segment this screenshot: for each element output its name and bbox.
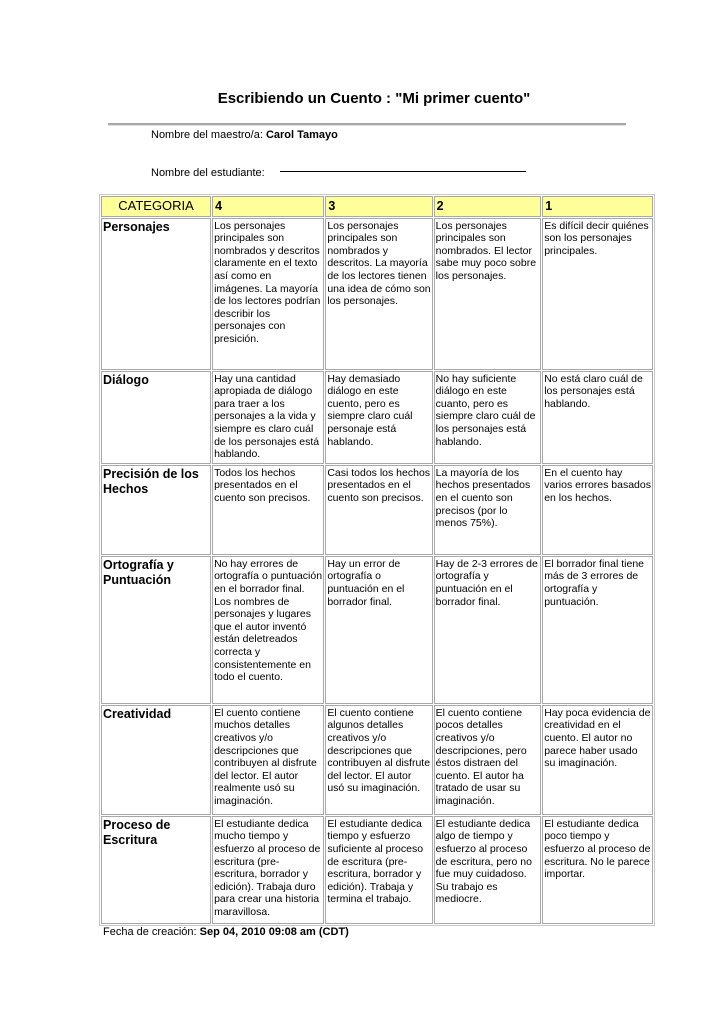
student-line [151, 167, 526, 179]
table-row [101, 816, 653, 924]
rubric-table [99, 194, 655, 926]
teacher-label: Nombre del maestro/a: [151, 129, 263, 141]
header-category: CATEGORIA [101, 196, 211, 217]
table-cell: El borrador final tiene más de 3 errores de ortografía y puntuación. [542, 556, 653, 704]
table-cell: El cuento contiene algunos detalles creativos y/o descripciones que contribuyen al disfrute del lector. El autor usó su imaginación. [325, 705, 432, 815]
table-row [101, 465, 653, 555]
teacher-name: Carol Tamayo [265, 129, 338, 141]
table-cell: El estudiante dedica tiempo y esfuerzo suficiente al proceso de escritura (pre-escritura, borrador y edición). Trabaja y termina el trabajo. [325, 816, 432, 924]
table-cell: Hay de 2-3 errores de ortografía y puntuación en el borrador final. [434, 556, 542, 704]
header-score-3: 3 [325, 196, 432, 217]
table-row [101, 371, 653, 464]
table-cell: Hay poca evidencia de creatividad en el cuento. El autor no parece haber usado su imaginación. [542, 705, 653, 815]
row-category: Proceso de Escritura [101, 816, 211, 924]
table-cell: No está claro cuál de los personajes está hablando. [542, 371, 653, 464]
table-row [101, 705, 653, 815]
table-cell: No hay suficiente diálogo en este cuanto, pero es siempre claro cuál de los personajes está hablando. [434, 371, 542, 464]
table-cell: La mayoría de los hechos presentados en el cuento son precisos (por lo menos 75%). [434, 465, 542, 555]
table-cell: En el cuento hay varios errores basados en los hechos. [542, 465, 653, 555]
table-cell: Todos los hechos presentados en el cuento son precisos. [212, 465, 324, 555]
table-cell: El cuento contiene muchos detalles creativos y/o descripciones que contribuyen al disfrute del lector. El autor realmente usó su imaginación. [212, 705, 324, 815]
table-cell: Hay una cantidad apropiada de diálogo para traer a los personajes a la vida y siempre es claro cuál de los personajes está hablando. [212, 371, 324, 464]
row-category: Creatividad [101, 705, 211, 815]
table-cell: Los personajes principales son nombrados. El lector sabe muy poco sobre los personajes. [434, 218, 542, 370]
header-row [101, 196, 653, 217]
table-cell: El estudiante dedica poco tiempo y esfuerzo al proceso de escritura. No le parece importar. [542, 816, 653, 924]
table-cell: El estudiante dedica algo de tiempo y esfuerzo al proceso de escritura, pero no fue muy cuidadoso. Su trabajo es mediocre. [434, 816, 542, 924]
row-category: Diálogo [101, 371, 211, 464]
table-cell: Hay un error de ortografía o puntuación en el borrador final. [325, 556, 432, 704]
creation-date-label: Fecha de creación: [103, 926, 197, 938]
header-score-1: 1 [542, 196, 653, 217]
page-title [0, 90, 728, 107]
row-category: Ortografía y Puntuación [101, 556, 211, 704]
table-cell: Los personajes principales son nombrados y descritos. La mayoría de los lectores tienen una idea de cómo son los personajes. [325, 218, 432, 370]
teacher-line [151, 129, 338, 141]
table-cell: El estudiante dedica mucho tiempo y esfuerzo al proceso de escritura (pre-escritura, borrador y edición). Trabaja duro para crear una historia maravillosa. [212, 816, 324, 924]
row-category: Precisión de los Hechos [101, 465, 211, 555]
table-cell: Es difícil decir quiénes son los personajes principales. [542, 218, 653, 370]
table-cell: El cuento contiene pocos detalles creativos y/o descripciones, pero éstos distraen del cuento. El autor ha tratado de usar su imaginación. [434, 705, 542, 815]
student-label: Nombre del estudiante: [151, 167, 265, 179]
table-cell: Casi todos los hechos presentados en el cuento son precisos. [325, 465, 432, 555]
page-title-text: Escribiendo un Cuento : "Mi primer cuento" [217, 90, 531, 107]
title-divider [108, 123, 626, 126]
table-cell: Los personajes principales son nombrados y descritos claramente en el texto así como en imágenes. La mayoría de los lectores podrían describir los personajes con presición. [212, 218, 324, 370]
table-cell: Hay demasiado diálogo en este cuento, pero es siempre claro cuál personaje está hablando. [325, 371, 432, 464]
table-row [101, 556, 653, 704]
table-cell: No hay errores de ortografía o puntuación en el borrador final. Los nombres de personajes y lugares que el autor inventó están deletreados correcta y consistentemente en todo el cuento. [212, 556, 324, 704]
table-row [101, 218, 653, 370]
header-score-2: 2 [434, 196, 542, 217]
creation-date: Sep 04, 2010 09:08 am (CDT) [199, 926, 349, 938]
header-score-4: 4 [212, 196, 324, 217]
row-category: Personajes [101, 218, 211, 370]
student-name-blank [280, 171, 526, 172]
creation-date-line [103, 926, 349, 938]
